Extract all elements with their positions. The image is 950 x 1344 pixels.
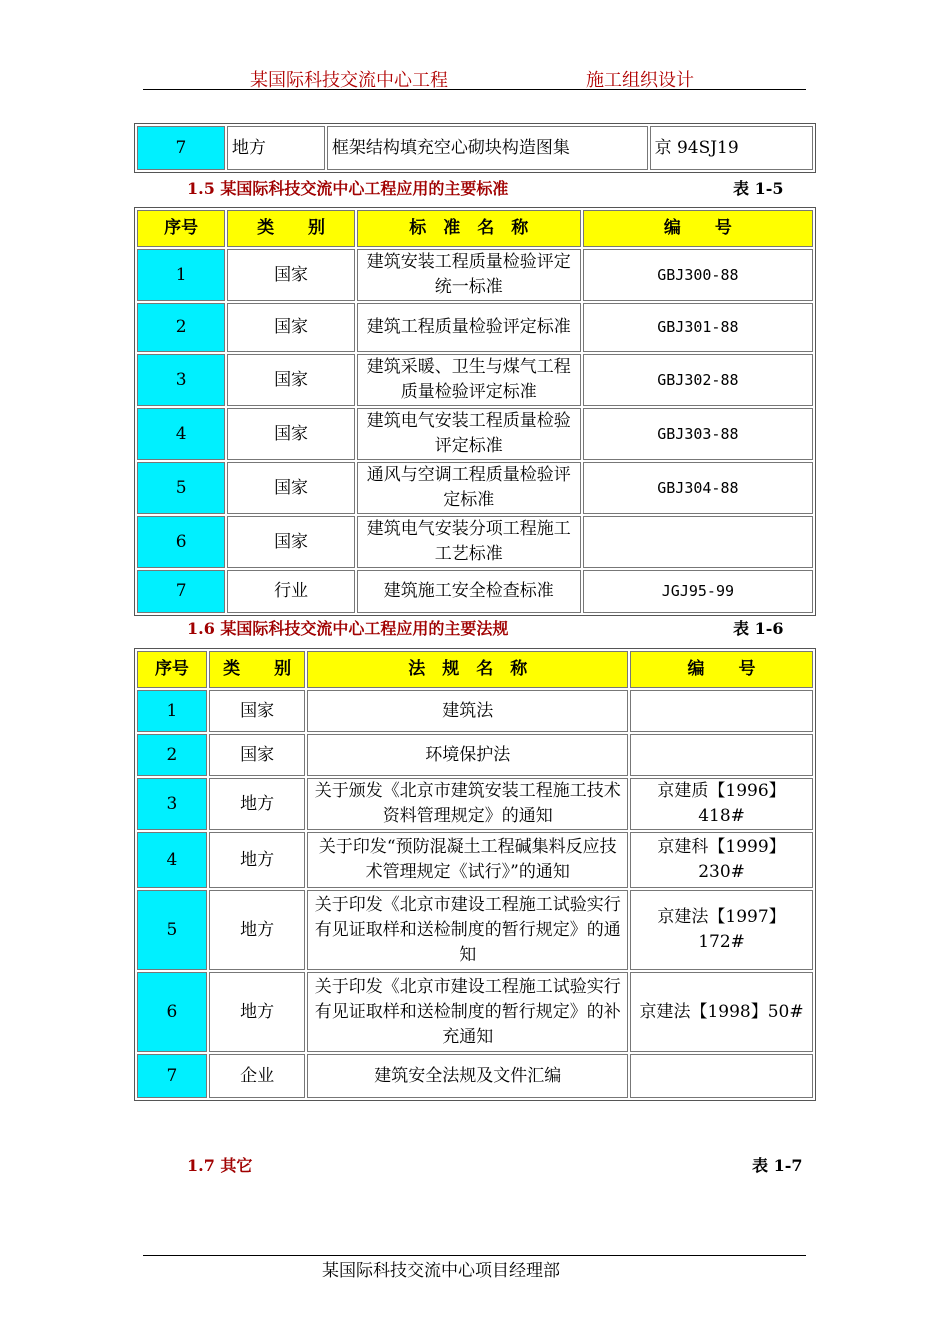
header-name: 法 规 名 称 (307, 651, 628, 688)
row-name: 建筑采暖、卫生与煤气工程质量检验评定标准 (357, 354, 581, 406)
row-number: 5 (137, 462, 225, 514)
row-name: 环境保护法 (307, 734, 628, 776)
row-name: 建筑电气安装工程质量检验评定标准 (357, 408, 581, 460)
row-code: GBJ301-88 (583, 303, 813, 352)
table-row (137, 462, 813, 514)
table-row (137, 126, 813, 170)
table-row (137, 972, 813, 1052)
row-code (630, 690, 813, 732)
table-row (137, 408, 813, 460)
row-type: 地方 (227, 126, 325, 170)
table-row (137, 778, 813, 830)
table-header-row (137, 651, 813, 688)
table-row (137, 570, 813, 613)
row-type: 企业 (209, 1054, 306, 1098)
row-code: GBJ300-88 (583, 249, 813, 301)
table-header-row (137, 210, 813, 247)
header-type: 类 别 (227, 210, 354, 247)
row-name: 建筑电气安装分项工程施工工艺标准 (357, 516, 581, 568)
row-code (630, 1054, 813, 1098)
row-type: 国家 (227, 249, 354, 301)
row-type: 地方 (209, 972, 306, 1052)
row-type: 地方 (209, 778, 306, 830)
row-number: 2 (137, 303, 225, 352)
table-row (137, 249, 813, 301)
row-number: 7 (137, 1054, 207, 1098)
header-name: 标 准 名 称 (357, 210, 581, 247)
row-type: 国家 (209, 690, 306, 732)
row-number: 6 (137, 516, 225, 568)
row-type: 国家 (227, 354, 354, 406)
row-name: 建筑安装工程质量检验评定统一标准 (357, 249, 581, 301)
row-type: 国家 (209, 734, 306, 776)
table-row (137, 516, 813, 568)
row-code: 京建法【1997】172# (630, 890, 813, 970)
row-name: 关于颁发《北京市建筑安装工程施工技术资料管理规定》的通知 (307, 778, 628, 830)
row-name: 建筑施工安全检查标准 (357, 570, 581, 613)
row-number: 4 (137, 832, 207, 888)
row-number: 3 (137, 354, 225, 406)
row-type: 地方 (209, 890, 306, 970)
section-title-1-7: 1.7 其它 (187, 1156, 253, 1175)
row-name: 建筑工程质量检验评定标准 (357, 303, 581, 352)
table-row (137, 1054, 813, 1098)
table-row (137, 890, 813, 970)
regulations-table (134, 648, 816, 1101)
row-name: 关于印发“预防混凝土工程碱集料反应技术管理规定《试行》”的通知 (307, 832, 628, 888)
row-number: 2 (137, 734, 207, 776)
table-row (137, 734, 813, 776)
row-code: GBJ304-88 (583, 462, 813, 514)
row-number: 7 (137, 126, 225, 170)
row-type: 国家 (227, 516, 354, 568)
header-code: 编 号 (583, 210, 813, 247)
row-code: 京建质【1996】418# (630, 778, 813, 830)
footer-text: 某国际科技交流中心项目经理部 (322, 1261, 560, 1281)
row-number: 1 (137, 690, 207, 732)
row-type: 地方 (209, 832, 306, 888)
standards-table (134, 207, 816, 616)
row-code: 京建法【1998】50# (630, 972, 813, 1052)
row-number: 5 (137, 890, 207, 970)
table-label-1-6: 表 1-6 (733, 619, 784, 638)
table-label-1-5: 表 1-5 (733, 179, 784, 198)
row-number: 4 (137, 408, 225, 460)
header-no: 序号 (137, 210, 225, 247)
table-label-1-7: 表 1-7 (752, 1156, 803, 1175)
section-title-1-6: 1.6 某国际科技交流中心工程应用的主要法规 (187, 619, 509, 638)
row-number: 7 (137, 570, 225, 613)
header-document-type: 施工组织设计 (586, 70, 694, 91)
row-number: 6 (137, 972, 207, 1052)
row-name: 建筑法 (307, 690, 628, 732)
row-name: 通风与空调工程质量检验评定标准 (357, 462, 581, 514)
table-row (137, 303, 813, 352)
row-name: 关于印发《北京市建设工程施工试验实行有见证取样和送检制度的暂行规定》的补充通知 (307, 972, 628, 1052)
row-name: 关于印发《北京市建设工程施工试验实行有见证取样和送检制度的暂行规定》的通知 (307, 890, 628, 970)
row-type: 国家 (227, 408, 354, 460)
table-row (137, 354, 813, 406)
section-title-1-5: 1.5 某国际科技交流中心工程应用的主要标准 (187, 179, 509, 198)
row-code: JGJ95-99 (583, 570, 813, 613)
continued-table (134, 123, 816, 173)
row-code (630, 734, 813, 776)
row-code: GBJ303-88 (583, 408, 813, 460)
table-row (137, 832, 813, 888)
row-type: 国家 (227, 303, 354, 352)
table-row (137, 690, 813, 732)
row-type: 国家 (227, 462, 354, 514)
row-code: 京建科【1999】230# (630, 832, 813, 888)
row-name: 框架结构填充空心砌块构造图集 (327, 126, 648, 170)
header-code: 编 号 (630, 651, 813, 688)
row-code: 京 94SJ19 (650, 126, 813, 170)
row-code: GBJ302-88 (583, 354, 813, 406)
row-number: 3 (137, 778, 207, 830)
row-type: 行业 (227, 570, 354, 613)
row-number: 1 (137, 249, 225, 301)
header-type: 类 别 (209, 651, 306, 688)
header-rule (143, 89, 806, 90)
row-name: 建筑安全法规及文件汇编 (307, 1054, 628, 1098)
header-project-name: 某国际科技交流中心工程 (250, 70, 448, 91)
header-no: 序号 (137, 651, 207, 688)
row-code (583, 516, 813, 568)
